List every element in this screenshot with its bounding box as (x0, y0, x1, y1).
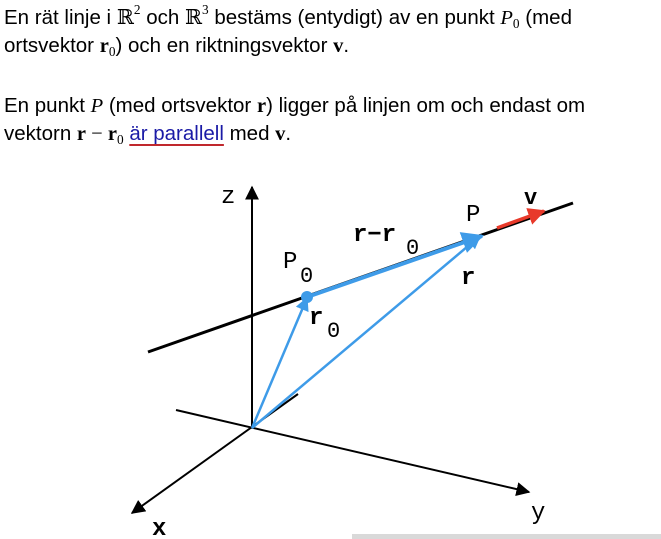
subscript: 0 (512, 16, 520, 32)
text-fragment: . (343, 34, 350, 57)
text-fragment: En rät linje i (4, 6, 117, 29)
vector-symbol: r (107, 123, 117, 145)
subscript: 0 (116, 132, 124, 148)
paragraph-point-condition (4, 92, 585, 148)
vector-r0-label: r (309, 305, 324, 332)
vector-r0-subscript: 0 (327, 319, 341, 344)
point-symbol: P (500, 7, 513, 29)
z-axis-label: z (221, 184, 236, 211)
vector-symbol: r (256, 95, 267, 117)
text-fragment: (med ortsvektor (103, 94, 257, 117)
text-fragment: (med (519, 6, 572, 29)
minus-sign: − (86, 123, 108, 145)
text-fragment: ) ligger på linjen om och endast om (266, 94, 586, 117)
vector-symbol: v (333, 35, 344, 57)
exponent: 2 (133, 2, 141, 18)
reals-symbol: ℝ (184, 5, 203, 29)
text-fragment: ortsvektor (4, 34, 100, 57)
x-axis-label: x (152, 516, 167, 535)
direction-vector-v (497, 211, 544, 228)
point-P-label: P (466, 202, 481, 229)
parallel-link[interactable]: är parallell (129, 122, 224, 145)
y-axis (176, 410, 529, 492)
vector-r-minus-r0-subscript: 0 (406, 236, 420, 261)
vector-r0 (252, 298, 307, 428)
text-fragment: . (285, 122, 292, 145)
vector-symbol: r (76, 123, 87, 145)
reals-symbol: ℝ (116, 5, 134, 29)
vector-symbol: v (275, 123, 286, 145)
text-fragment: och (140, 6, 185, 29)
vector-symbol: r (99, 35, 109, 57)
paragraph-line-definition (4, 4, 572, 60)
text-fragment: vektorn (4, 122, 77, 145)
point-P0-dot (301, 291, 313, 303)
point-P0-subscript: 0 (300, 264, 314, 289)
vector-r-minus-r0-label: r−r (353, 222, 397, 249)
line-diagram (0, 170, 661, 535)
point-symbol: P (90, 95, 104, 117)
bottom-scrollbar[interactable] (352, 534, 661, 539)
point-P0-label: P (283, 249, 298, 276)
vector-v-label: v (524, 186, 538, 211)
subscript: 0 (108, 44, 116, 60)
text-fragment: med (223, 122, 276, 145)
text-fragment: En punkt (4, 94, 91, 117)
text-fragment: ) och en riktningsvektor (115, 34, 334, 57)
text-fragment: bestäms (entydigt) av en punkt (208, 6, 501, 29)
vector-r-label: r (461, 265, 476, 292)
y-axis-label: y (531, 500, 546, 527)
exponent: 3 (202, 2, 209, 18)
